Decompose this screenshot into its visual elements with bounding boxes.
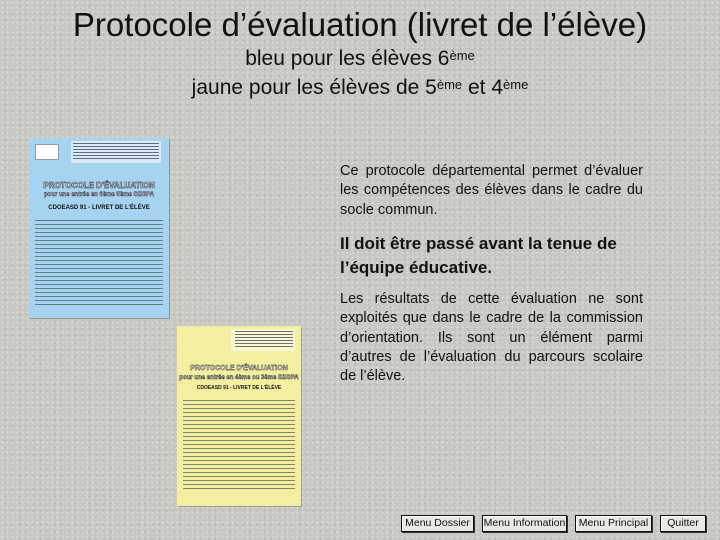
subtitle-blue bbox=[0, 46, 720, 72]
paragraph-protocol: Ce protocole départemental permet d’évaluer les compétences des élèves dans le cadre du socle commun. bbox=[340, 163, 643, 218]
booklet-blue-code: CDOEASD 91 - LIVRET DE L'ÉLÈVE bbox=[48, 205, 150, 211]
subtitle-yellow-sup-a: ème bbox=[436, 77, 463, 92]
subtitle-blue-sup: ème bbox=[449, 48, 475, 63]
subtitle-yellow-text-a: jaune pour les élèves de 5 bbox=[191, 76, 437, 99]
booklet-logo bbox=[35, 144, 59, 160]
booklet-yellow-title: PROTOCOLE D'ÉVALUATION bbox=[190, 365, 288, 372]
booklet-yellow-image bbox=[177, 326, 301, 506]
subtitle-yellow bbox=[0, 75, 720, 101]
page-title: Protocole d’évaluation (livret de l’élève) bbox=[72, 6, 648, 43]
booklet-form-lines bbox=[35, 220, 163, 308]
menu-information-button[interactable]: Menu Information bbox=[482, 515, 567, 532]
menu-principal-button[interactable]: Menu Principal bbox=[575, 515, 652, 532]
paragraph-results: Les résultats de cette évaluation ne sont exploités que dans le cadre de la commission d’orientation. Ils sont un élément parmi d’autres de l’évaluation du parcours scolaire de l’élève. bbox=[340, 291, 643, 385]
booklet-blue-image bbox=[29, 138, 169, 318]
subtitle-yellow-text-b: et 4 bbox=[462, 76, 504, 99]
booklet-header-lines bbox=[73, 143, 159, 161]
booklet-yellow-code: CDOEASD 91 - LIVRET DE L'ÉLÈVE bbox=[196, 385, 282, 391]
booklet-blue-subtitle: pour une entrée en 6ème 5ème SEGPA bbox=[43, 192, 155, 198]
subtitle-yellow-sup-b: ème bbox=[503, 77, 529, 92]
quit-button[interactable]: Quitter bbox=[660, 515, 706, 532]
booklet-header-lines bbox=[235, 331, 293, 349]
booklet-form-lines bbox=[183, 400, 295, 492]
menu-dossier-button[interactable]: Menu Dossier bbox=[401, 515, 474, 532]
paragraph-deadline: Il doit être passé avant la tenue de l’équipe éducative. bbox=[340, 234, 617, 277]
booklet-yellow-subtitle: pour une entrée en 4ème ou 3ème SEGPA bbox=[179, 375, 299, 381]
subtitle-blue-text: bleu pour les élèves 6 bbox=[245, 47, 450, 70]
booklet-blue-title: PROTOCOLE D'ÉVALUATION bbox=[43, 181, 155, 190]
